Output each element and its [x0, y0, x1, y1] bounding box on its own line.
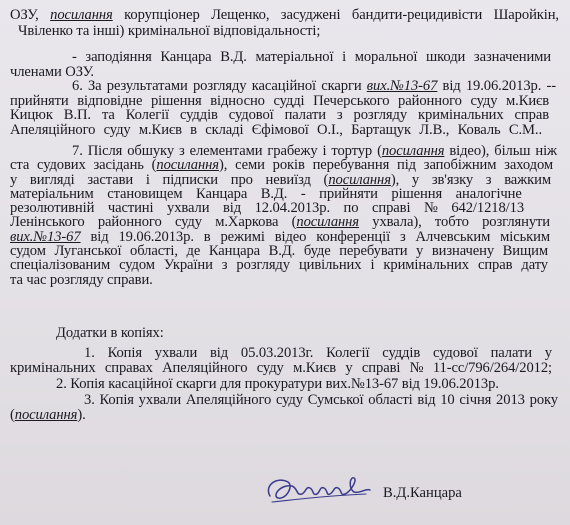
text-line: [84, 345, 552, 361]
text-line: [10, 157, 553, 173]
text-line: [10, 360, 552, 376]
reference-link[interactable]: посилання: [14, 407, 78, 423]
text-line: [10, 122, 542, 138]
text-line: [10, 257, 548, 273]
text-segment: Чвіленко та інші) кримінальної відповідальності;: [18, 23, 321, 39]
text-segment: 6. За результатами розгляду касаційної скарги: [72, 78, 367, 94]
text-segment: у вигляді застави і підписки про невиїзд (: [10, 172, 329, 188]
text-segment: 3. Копія ухвали Апеляційного суду Сумської області від 10 січня 2013 року: [84, 392, 558, 408]
text-line: [56, 376, 499, 392]
text-segment: ста судових засідань (: [10, 157, 157, 173]
text-segment: від 19.06.2013р. --: [437, 78, 556, 94]
text-segment: прийняти відповідне рішення відносно судді Печерського районного суду м.Києв: [10, 93, 549, 109]
text-line: [10, 214, 550, 230]
text-segment: 2. Копія касаційної скарги для прокуратури вих.№13-67 від 19.06.2013р.: [56, 376, 499, 392]
text-segment: кримінальних справах Апеляційного суду м.Києв у справі № 11-сс/796/264/2012;: [10, 360, 552, 376]
text-line: [72, 49, 551, 65]
signature-name: В.Д.Канцара: [383, 485, 462, 501]
text-segment: ОЗУ,: [10, 7, 51, 23]
reference-link[interactable]: посилання: [156, 157, 219, 173]
text-segment: Додатки в копіях:: [56, 325, 164, 341]
text-segment: та час розгляду справи.: [10, 272, 153, 288]
reference-link[interactable]: вих.№13-67: [366, 78, 438, 94]
text-line: [18, 23, 320, 39]
text-segment: 1. Копія ухвали від 05.03.2013г. Колегії суддів судової палати у: [84, 345, 552, 361]
text-segment: резолютивній частині ухвали від 12.04.2013р. по справі № 642/1218/13: [10, 200, 525, 216]
reference-link[interactable]: посилання: [328, 172, 391, 188]
text-line: [56, 325, 164, 341]
signature-image: [262, 466, 382, 514]
text-segment: спеціалізованим судом України з розгляду цивільних і кримінальних справ дату: [10, 257, 548, 273]
text-line: [10, 407, 86, 423]
text-segment: - заподіяння Канцара В.Д. матеріальної і моральної шкоди зазначеними: [72, 49, 551, 65]
text-segment: відео), більш ніж: [444, 143, 558, 159]
text-line: [10, 272, 153, 288]
text-segment: (: [10, 407, 15, 423]
text-line: [72, 78, 556, 94]
text-segment: Кицюк В.П. та Колегії суддів судової палати з розгляду кримінальних справ: [10, 107, 549, 123]
text-segment: 7. Після обшуку з елементами грабежу і тортур (: [72, 143, 382, 159]
text-segment: Апеляційного суду м.Києв в складі Єфімової О.І., Бартащук Л.В., Коваль С.М..: [10, 122, 542, 138]
text-segment: ), семи років перебування під запобіжним заходом: [218, 157, 554, 173]
reference-link[interactable]: посилання: [381, 143, 445, 159]
text-segment: матеріальним становищем Канцара В.Д. - прийняти рішення аналогічне: [10, 186, 522, 202]
text-segment: судом Луганської області, де Канцара В.Д. буде перебувати у визначену Вищим: [10, 243, 548, 259]
text-line: [10, 107, 549, 123]
text-segment: членами ОЗУ.: [10, 64, 94, 80]
text-segment: Ленінського районного суду м.Харкова (: [10, 214, 297, 230]
text-line: [10, 7, 559, 23]
text-line: [84, 392, 558, 408]
text-segment: ), у зв'язку з важким: [390, 172, 551, 188]
text-segment: ухвала), тобто розглянути: [358, 214, 551, 230]
text-segment: від 19.06.2013р. в режимі відео конференції з Алчевським міським: [80, 229, 550, 245]
text-segment: ).: [77, 407, 86, 423]
reference-link[interactable]: посилання: [50, 7, 113, 23]
reference-link[interactable]: вих.№13-67: [10, 229, 81, 245]
text-segment: корупціонер Лещенко, засуджені бандити-рецидивісти Шаройкін,: [112, 7, 559, 23]
reference-link[interactable]: посилання: [296, 214, 359, 230]
